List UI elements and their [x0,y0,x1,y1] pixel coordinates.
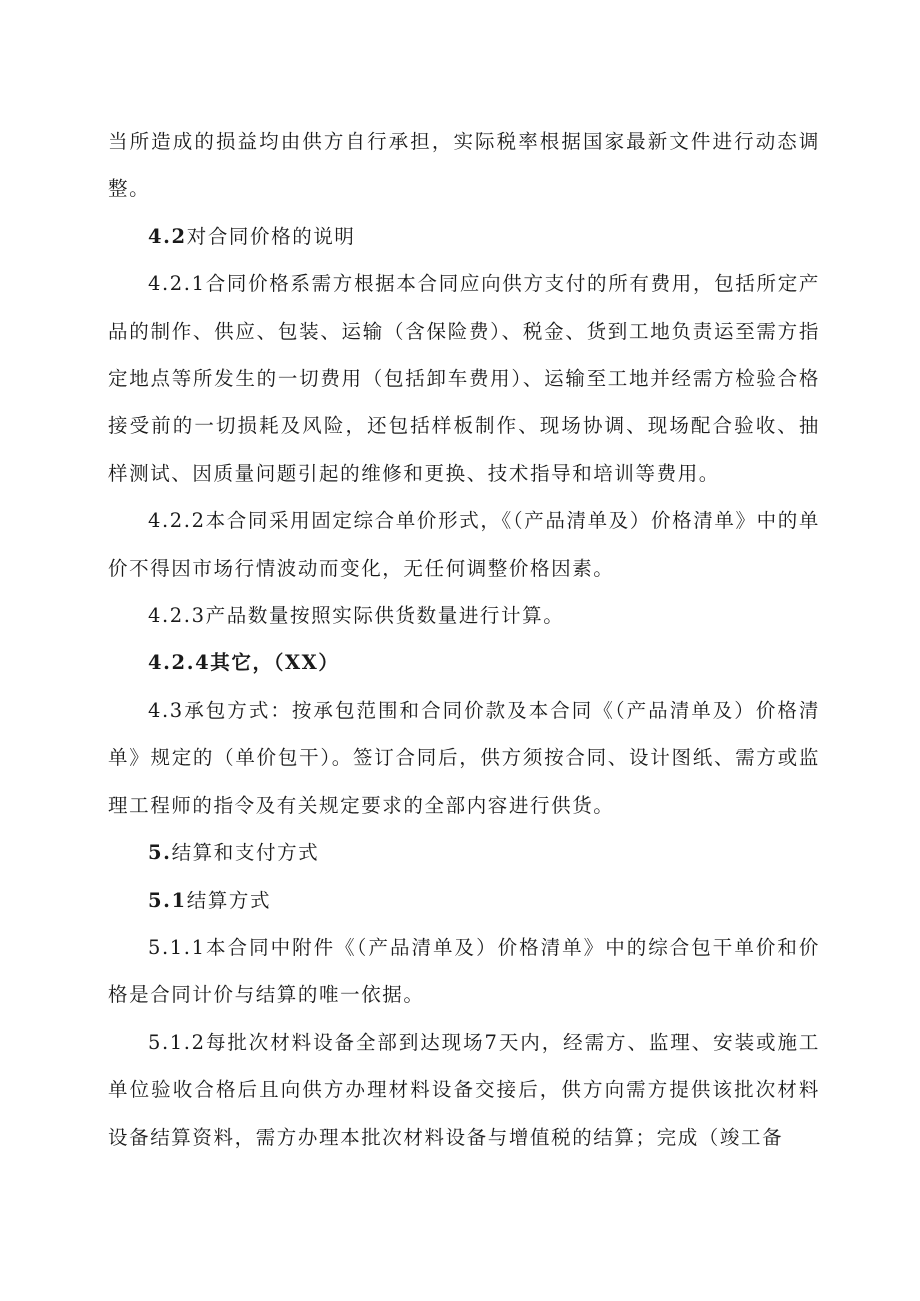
paragraph-text: 其它，（XX） [210,651,340,675]
paragraph-text: 4.2.1合同价格系需方根据本合同应向供方支付的所有费用，包括所定产品的制作、供应、包装、运输（含保险费）、税金、货到工地负责运至需方指定地点等所发生的一切费用（包括卸车费用）、运输至工地并经需方检验合格接受前的一切损耗及风险，还包括样板制作、现场协调、现场配合验收、抽样测试、因质量问题引起的维修和更换、技术指导和培训等费用。 [108,272,820,485]
section-number: 4.2 [148,224,187,248]
clause-4-2-3 [108,592,820,639]
section-4-2-heading [108,213,820,260]
clause-4-2-1 [108,260,820,497]
clause-4-2-4 [108,639,820,686]
section-5-heading [108,829,820,876]
paragraph-text: 4.2.3产品数量按照实际供货数量进行计算。 [148,604,565,628]
paragraph-text: 4.2.2本合同采用固定综合单价形式，《（产品清单及）价格清单》中的单价不得因市场行情波动而变化，无任何调整价格因素。 [108,509,820,580]
paragraph-text: 4.3承包方式：按承包范围和合同价款及本合同《（产品清单及）价格清单》规定的（单价包干）。签订合同后，供方须按合同、设计图纸、需方或监理工程师的指令及有关规定要求的全部内容进行供货。 [108,698,820,817]
section-number: 4.2.4 [148,651,211,675]
clause-4-2-2 [108,497,820,592]
paragraph-text: 5.1.1本合同中附件《（产品清单及）价格清单》中的综合包干单价和价格是合同计价与结算的唯一依据。 [108,935,820,1007]
document-body [108,118,820,1161]
paragraph-text: 5.1.2每批次材料设备全部到达现场7天内，经需方、监理、安装或施工单位验收合格后且向供方办理材料设备交接后，供方向需方提供该批次材料设备结算资料，需方办理本批次材料设备与增值税的结算；完成（竣工备 [108,1030,820,1149]
section-number: 5. [148,841,172,865]
section-5-1-heading [108,877,820,924]
clause-5-1-1 [108,924,820,1019]
clause-4-3 [108,687,820,829]
paragraph-text: 当所造成的损益均由供方自行承担，实际税率根据国家最新文件进行动态调整。 [108,130,820,201]
paragraph-tax-adjustment [108,118,820,213]
clause-5-1-2 [108,1019,820,1161]
section-title: 对合同价格的说明 [186,224,356,248]
section-title: 结算方式 [186,888,272,912]
section-number: 5.1 [148,888,187,912]
section-title: 结算和支付方式 [171,841,320,865]
